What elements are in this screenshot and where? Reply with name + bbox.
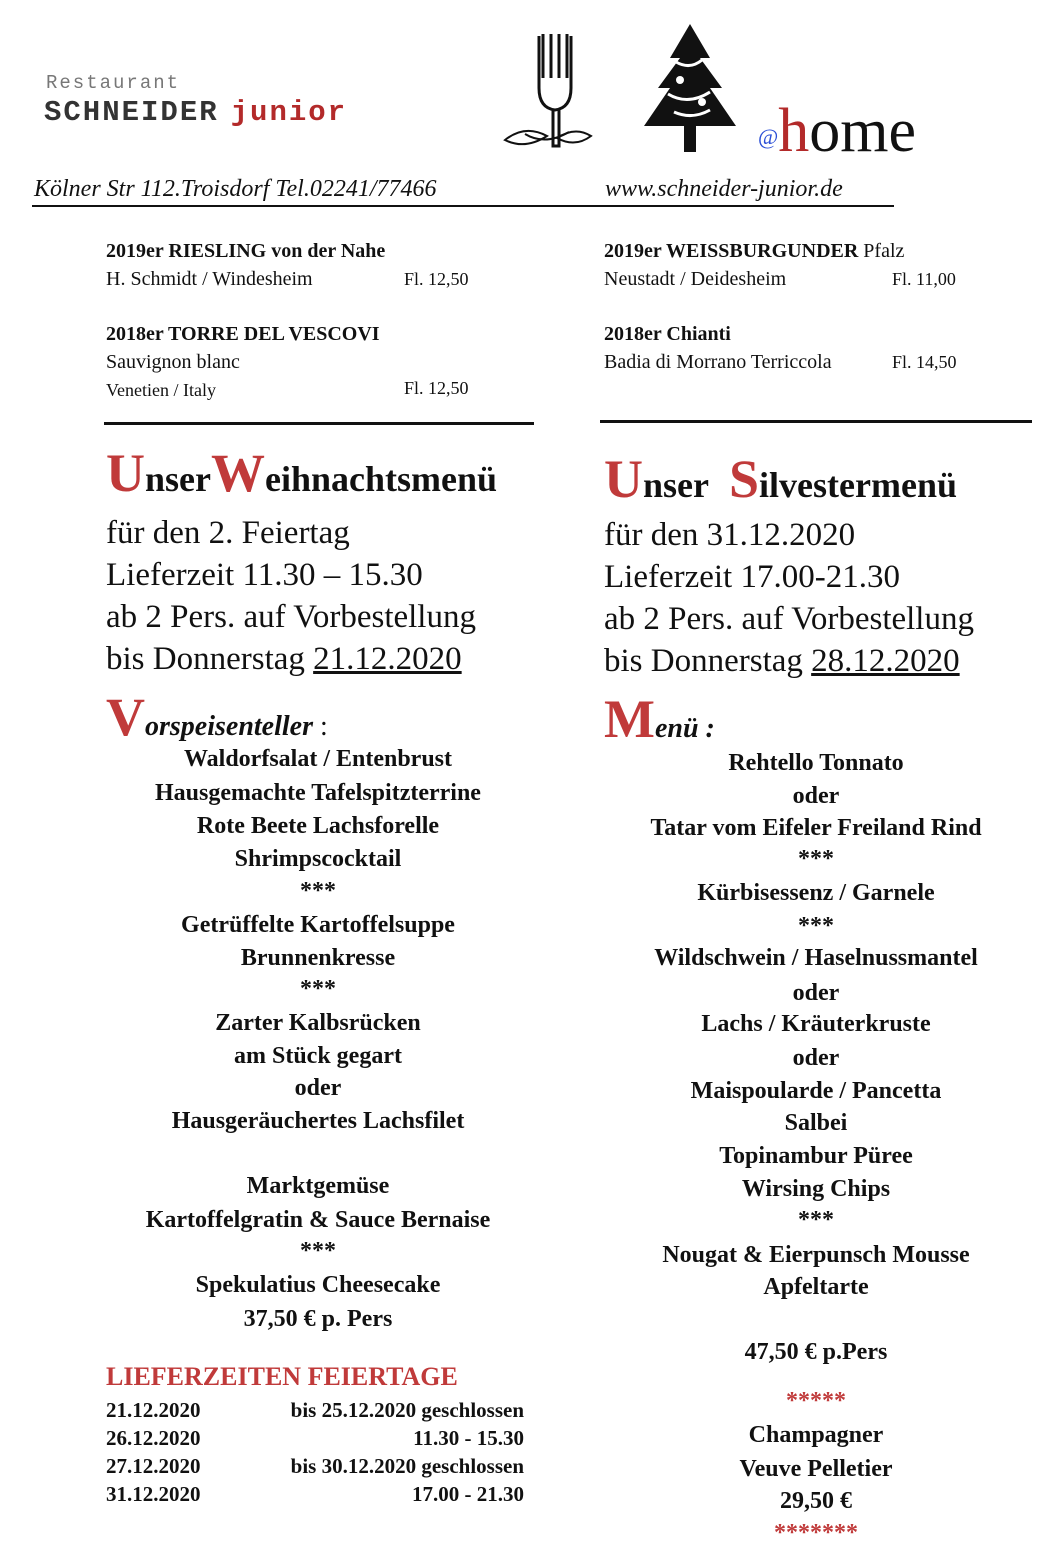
christmas-deadline-label: bis Donnerstag xyxy=(106,641,314,677)
stars-top: ***** xyxy=(786,1388,846,1414)
course-item: Kürbisessenz / Garnele xyxy=(697,880,935,906)
home-at: @ xyxy=(758,123,779,149)
champagne-price: 29,50 € xyxy=(780,1488,852,1514)
right-divider xyxy=(600,420,1032,423)
holiday-time: 11.30 - 15.30 xyxy=(413,1426,524,1450)
wine-2-name: 2019er WEISSBURGUNDER xyxy=(604,240,859,262)
silvester-deadline-label: bis Donnerstag xyxy=(604,643,812,679)
course-item: Hausgeräuchertes Lachsfilet xyxy=(171,1108,465,1134)
brand-name-main: SCHNEIDER xyxy=(44,96,219,129)
wine-1 xyxy=(106,237,385,293)
title-cap-s: S xyxy=(729,449,760,509)
christmas-menu-info xyxy=(106,512,476,680)
course-item: Getrüffelte Kartoffelsuppe xyxy=(181,912,455,938)
course-separator: *** xyxy=(300,1238,336,1264)
wine-4 xyxy=(604,320,832,376)
course-item: Rote Beete Lachsforelle xyxy=(196,813,440,839)
course-item: Marktgemüse xyxy=(246,1173,390,1199)
wine-2-price: Fl. 11,00 xyxy=(892,269,956,289)
section-word: enü : xyxy=(654,713,715,744)
holiday-date: 21.12.2020 xyxy=(106,1398,201,1422)
christmas-preorder: ab 2 Pers. auf Vorbestellung xyxy=(106,599,476,635)
course-item: Spekulatius Cheesecake xyxy=(195,1272,441,1298)
silvester-date: für den 31.12.2020 xyxy=(604,517,856,553)
course-item: Shrimpscocktail xyxy=(234,846,402,872)
course-item: oder xyxy=(792,783,840,809)
address: Kölner Str 112.Troisdorf Tel.02241/77466 xyxy=(34,176,437,202)
course-separator: *** xyxy=(798,913,834,939)
course-item: Tatar vom Eifeler Freiland Rind xyxy=(650,815,982,841)
wine-1-name: 2019er RIESLING von der Nahe xyxy=(106,240,386,262)
course-item: oder xyxy=(792,980,840,1006)
christmas-deadline xyxy=(106,638,476,680)
course-item: Wirsing Chips xyxy=(741,1176,891,1202)
course-item: Nougat & Eierpunsch Mousse xyxy=(662,1242,970,1268)
silvester-deadline-date: 28.12.2020 xyxy=(811,643,960,679)
holiday-time: bis 30.12.2020 geschlossen xyxy=(290,1454,524,1478)
holidays-title: LIEFERZEITEN FEIERTAGE xyxy=(106,1362,458,1391)
course-item: Topinambur Püree xyxy=(719,1143,913,1169)
wine-4-origin: Badia di Morrano Terriccola xyxy=(604,351,832,373)
brand-name-junior: junior xyxy=(230,96,348,129)
christmas-section-title xyxy=(106,687,328,747)
course-item: Lachs / Kräuterkruste xyxy=(701,1011,931,1037)
brand-restaurant-label: Restaurant xyxy=(46,72,181,94)
home-rest: ome xyxy=(809,97,917,165)
address-divider xyxy=(32,205,894,207)
course-item: Salbei xyxy=(784,1110,848,1136)
course-item: Wildschwein / Haselnussmantel xyxy=(654,945,978,971)
wine-4-name: 2018er Chianti xyxy=(604,323,731,345)
course-item: 47,50 € p.Pers xyxy=(744,1339,888,1365)
stars-bottom: ******* xyxy=(774,1520,858,1546)
course-item: Hausgemachte Tafelspitzterrine xyxy=(155,780,481,806)
fork-icon xyxy=(495,28,595,158)
holiday-date: 31.12.2020 xyxy=(106,1482,201,1506)
wine-3 xyxy=(106,320,380,404)
course-separator: *** xyxy=(300,976,336,1002)
course-separator: *** xyxy=(798,846,834,872)
silvester-menu-info xyxy=(604,514,974,682)
title-word-weihnachtsmenu: eihnachtsmenü xyxy=(265,459,498,499)
course-item: Rehtello Tonnato xyxy=(728,750,904,776)
wine-3-origin: Venetien / Italy xyxy=(106,380,216,400)
title-cap-u: U xyxy=(604,449,643,509)
christmas-delivery-time: Lieferzeit 11.30 – 15.30 xyxy=(106,557,423,593)
silvester-delivery-time: Lieferzeit 17.00-21.30 xyxy=(604,559,900,595)
section-cap-m: M xyxy=(604,689,655,749)
title-cap-u: U xyxy=(106,443,145,503)
website-link[interactable]: www.schneider-junior.de xyxy=(605,176,843,202)
course-item: Kartoffelgratin & Sauce Bernaise xyxy=(145,1207,491,1233)
silvester-section-title xyxy=(604,689,715,749)
home-h: h xyxy=(778,97,810,165)
wine-2 xyxy=(604,237,904,293)
holiday-time: bis 25.12.2020 geschlossen xyxy=(290,1398,524,1422)
section-colon: : xyxy=(313,711,328,742)
course-item: Brunnenkresse xyxy=(240,945,396,971)
wine-1-price: Fl. 12,50 xyxy=(404,269,469,289)
silvester-preorder: ab 2 Pers. auf Vorbestellung xyxy=(604,601,974,637)
course-item: Apfeltarte xyxy=(763,1274,869,1300)
wine-4-price: Fl. 14,50 xyxy=(892,352,957,372)
holiday-date: 27.12.2020 xyxy=(106,1454,201,1478)
section-cap-v: V xyxy=(106,687,145,747)
champagne-name: Champagner xyxy=(748,1422,884,1448)
silvester-menu-title xyxy=(604,449,957,509)
title-cap-w: W xyxy=(211,443,265,503)
course-item: oder xyxy=(792,1045,840,1071)
course-separator: *** xyxy=(300,878,336,904)
christmas-deadline-date: 21.12.2020 xyxy=(313,641,462,677)
course-item: oder xyxy=(294,1075,342,1101)
christmas-menu-title xyxy=(106,443,498,503)
wine-2-region: Pfalz xyxy=(858,240,905,262)
wine-1-origin: H. Schmidt / Windesheim xyxy=(106,268,313,290)
wine-3-name: 2018er TORRE DEL VESCOVI xyxy=(106,323,380,345)
course-item: Maispoularde / Pancetta xyxy=(690,1078,942,1104)
title-word-silvestermenu: ilvestermenü xyxy=(759,465,957,505)
course-item: am Stück gegart xyxy=(234,1043,402,1069)
holiday-time: 17.00 - 21.30 xyxy=(412,1482,524,1506)
christmas-date: für den 2. Feiertag xyxy=(106,515,350,551)
home-logo xyxy=(758,97,917,165)
course-separator: *** xyxy=(798,1207,834,1233)
holiday-date: 26.12.2020 xyxy=(106,1426,201,1450)
title-word-unser: nser xyxy=(643,465,709,505)
title-word-unser: nser xyxy=(145,459,211,499)
course-item: Waldorfsalat / Entenbrust xyxy=(183,746,453,772)
silvester-deadline xyxy=(604,640,974,682)
wine-2-origin: Neustadt / Deidesheim xyxy=(604,268,787,290)
section-word: orspeisenteller xyxy=(145,711,313,742)
wine-3-price: Fl. 12,50 xyxy=(404,378,469,398)
champagne-brand: Veuve Pelletier xyxy=(739,1456,893,1482)
course-item: Zarter Kalbsrücken xyxy=(215,1010,421,1036)
christmas-tree-icon xyxy=(640,22,740,157)
brand-name xyxy=(44,96,347,129)
left-divider xyxy=(104,422,534,425)
course-item: 37,50 € p. Pers xyxy=(243,1306,393,1332)
wine-3-grape: Sauvignon blanc xyxy=(106,351,240,373)
